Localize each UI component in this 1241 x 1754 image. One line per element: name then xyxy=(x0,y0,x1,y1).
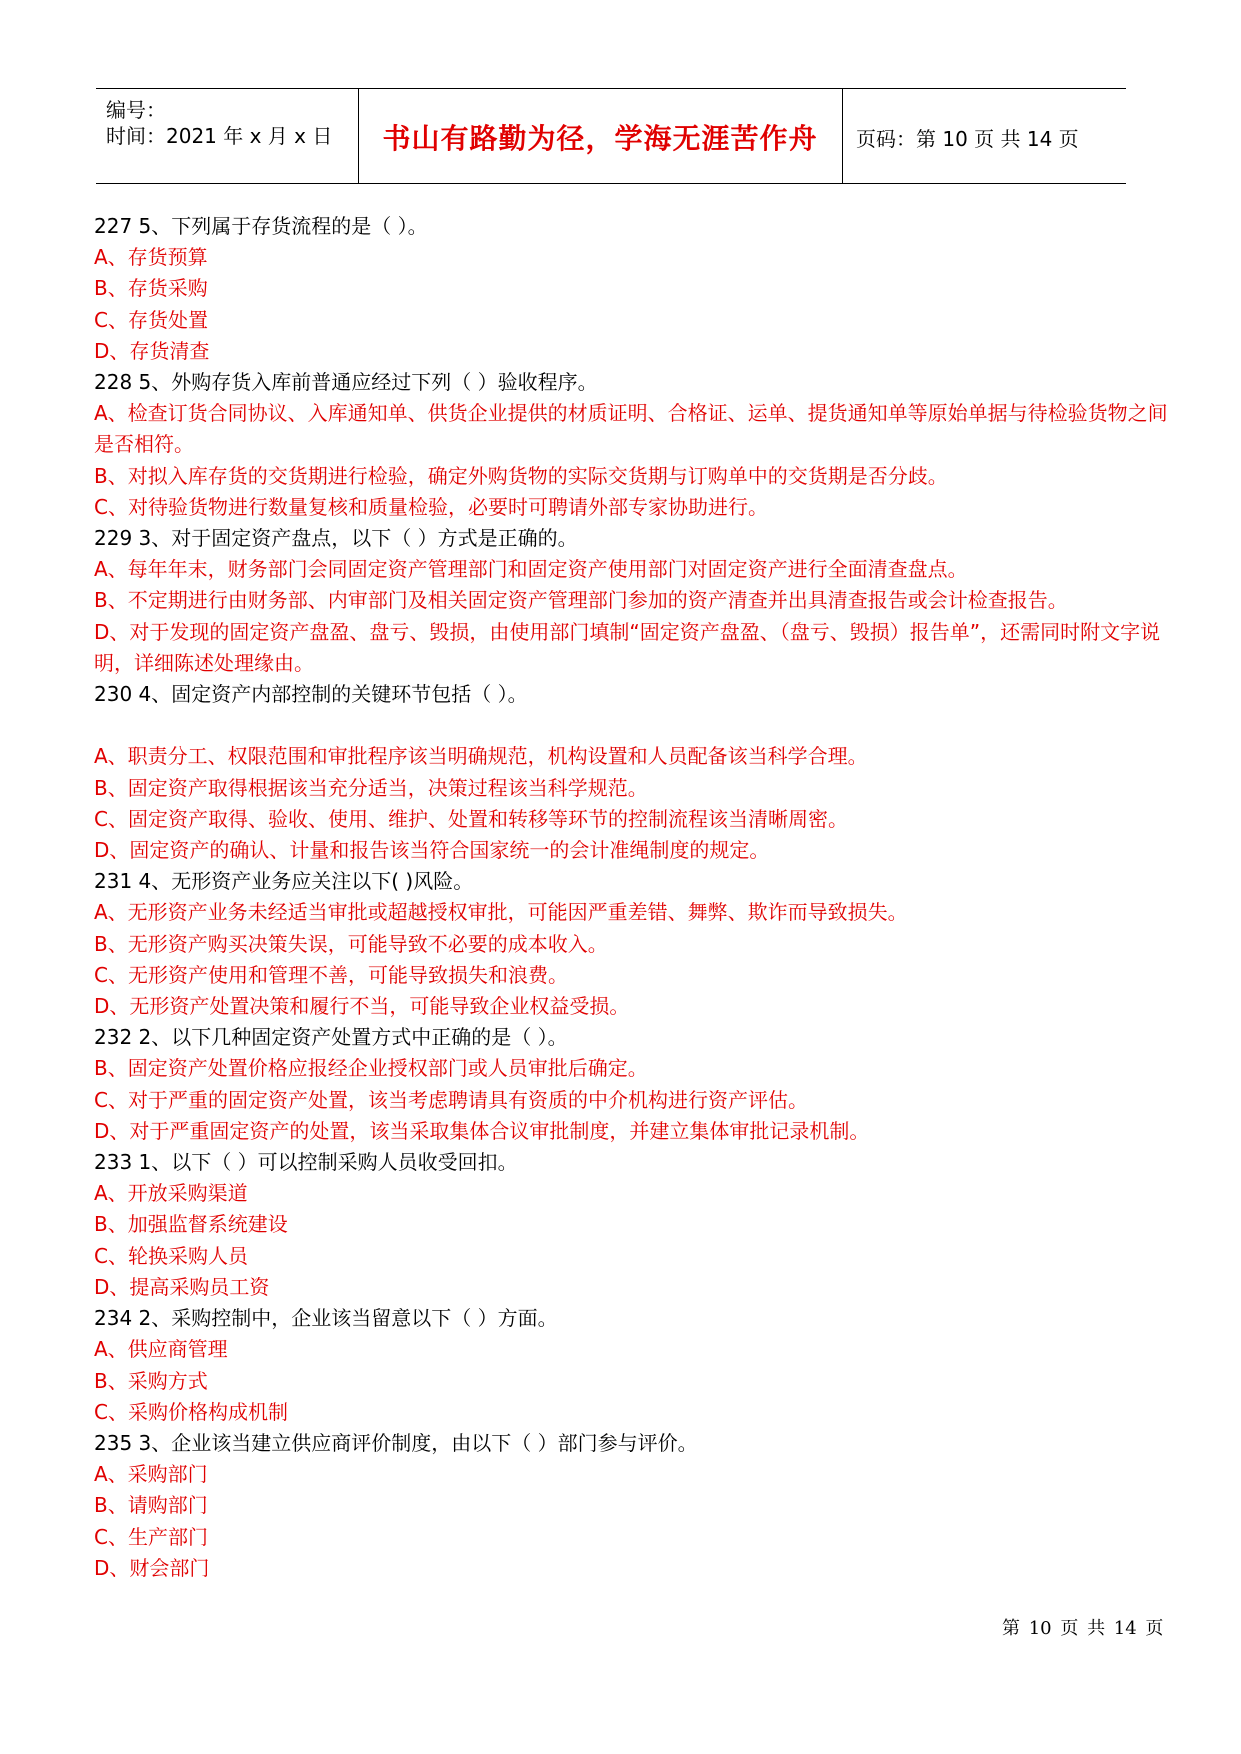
paragraph-gap xyxy=(94,710,1184,741)
answer-option: C、无形资产使用和管理不善，可能导致损失和浪费。 xyxy=(94,962,568,987)
answer-option: A、开放采购渠道 xyxy=(94,1181,248,1206)
answer-option: C、固定资产取得、验收、使用、维护、处置和转移等环节的控制流程该当清晰周密。 xyxy=(94,806,848,831)
question-stem: 233 1、以下（ ）可以控制采购人员收受回扣。 xyxy=(94,1150,518,1175)
serial-label: 编号： xyxy=(106,98,166,122)
answer-option: C、轮换采购人员 xyxy=(94,1243,248,1268)
answer-option: D、财会部门 xyxy=(94,1555,210,1580)
question-stem: 232 2、以下几种固定资产处置方式中正确的是（ ）。 xyxy=(94,1025,568,1050)
answer-option: D、提高采购员工资 xyxy=(94,1274,270,1299)
question-stem: 228 5、外购存货入库前普通应经过下列（ ）验收程序。 xyxy=(94,370,598,395)
header-middle-cell xyxy=(358,89,843,183)
header-page-info: 页码：第 10 页 共 14 页 xyxy=(856,127,1079,151)
document-header xyxy=(96,88,1126,184)
question-stem: 231 4、无形资产业务应关注以下( )风险。 xyxy=(94,869,474,894)
question-stem: 234 2、采购控制中，企业该当留意以下（ ）方面。 xyxy=(94,1306,558,1331)
answer-option: B、对拟入库存货的交货期进行检验，确定外购货物的实际交货期与订购单中的交货期是否分歧。 xyxy=(94,463,948,488)
answer-option: A、职责分工、权限范围和审批程序该当明确规范，机构设置和人员配备该当科学合理。 xyxy=(94,744,868,769)
answer-option: D、存货清查 xyxy=(94,338,210,363)
answer-option: A、检查订货合同协议、入库通知单、供货企业提供的材质证明、合格证、运单、提货通知单等原始单据与待检验货物之间是否相符。 xyxy=(94,401,1168,457)
answer-option: D、对于严重固定资产的处置，该当采取集体合议审批制度，并建立集体审批记录机制。 xyxy=(94,1118,870,1143)
answer-option: C、对于严重的固定资产处置，该当考虑聘请具有资质的中介机构进行资产评估。 xyxy=(94,1087,808,1112)
header-right-cell xyxy=(844,89,1126,183)
header-motto: 书山有路勤为径，学海无涯苦作舟 xyxy=(382,122,818,155)
answer-option: B、固定资产处置价格应报经企业授权部门或人员审批后确定。 xyxy=(94,1056,648,1081)
answer-option: C、生产部门 xyxy=(94,1524,208,1549)
answer-option: A、采购部门 xyxy=(94,1462,208,1487)
answer-option: B、固定资产取得根据该当充分适当，决策过程该当科学规范。 xyxy=(94,775,648,800)
answer-option: A、每年年末，财务部门会同固定资产管理部门和固定资产使用部门对固定资产进行全面清查盘点。 xyxy=(94,557,968,582)
question-stem: 227 5、下列属于存货流程的是（ ）。 xyxy=(94,214,428,238)
question-stem: 229 3、对于固定资产盘点，以下（ ）方式是正确的。 xyxy=(94,526,578,551)
header-left-cell xyxy=(96,89,359,183)
answer-option: B、加强监督系统建设 xyxy=(94,1212,288,1237)
question-stem: 230 4、固定资产内部控制的关键环节包括（ ）。 xyxy=(94,682,528,707)
answer-option: C、对待验货物进行数量复核和质量检验，必要时可聘请外部专家协助进行。 xyxy=(94,494,768,519)
answer-option: A、供应商管理 xyxy=(94,1337,228,1362)
answer-option: B、无形资产购买决策失误，可能导致不必要的成本收入。 xyxy=(94,931,608,956)
answer-option: A、无形资产业务未经适当审批或超越授权审批，可能因严重差错、舞弊、欺诈而导致损失。 xyxy=(94,900,908,925)
answer-option: B、不定期进行由财务部、内审部门及相关固定资产管理部门参加的资产清查并出具清查报告或会计检查报告。 xyxy=(94,588,1068,613)
answer-option: D、无形资产处置决策和履行不当，可能导致企业权益受损。 xyxy=(94,994,630,1019)
answer-option: B、请购部门 xyxy=(94,1493,208,1518)
answer-option: C、存货处置 xyxy=(94,307,208,332)
question-stem: 235 3、企业该当建立供应商评价制度，由以下（ ）部门参与评价。 xyxy=(94,1430,698,1455)
answer-option: D、对于发现的固定资产盘盈、盘亏、毁损，由使用部门填制“固定资产盘盈、（盘亏、毁损）报告单”，还需同时附文字说明，详细陈述处理缘由。 xyxy=(94,619,1161,675)
answer-option: D、固定资产的确认、计量和报告该当符合国家统一的会计准绳制度的规定。 xyxy=(94,838,770,863)
answer-option: B、存货采购 xyxy=(94,276,208,301)
answer-option: C、采购价格构成机制 xyxy=(94,1399,288,1424)
page-footer: 第 10 页 共 14 页 xyxy=(1002,1618,1164,1639)
date-line: 时间：2021 年 x 月 x 日 xyxy=(106,124,333,148)
question-list xyxy=(94,211,1184,1584)
answer-option: B、采购方式 xyxy=(94,1368,208,1393)
answer-option: A、存货预算 xyxy=(94,245,208,270)
